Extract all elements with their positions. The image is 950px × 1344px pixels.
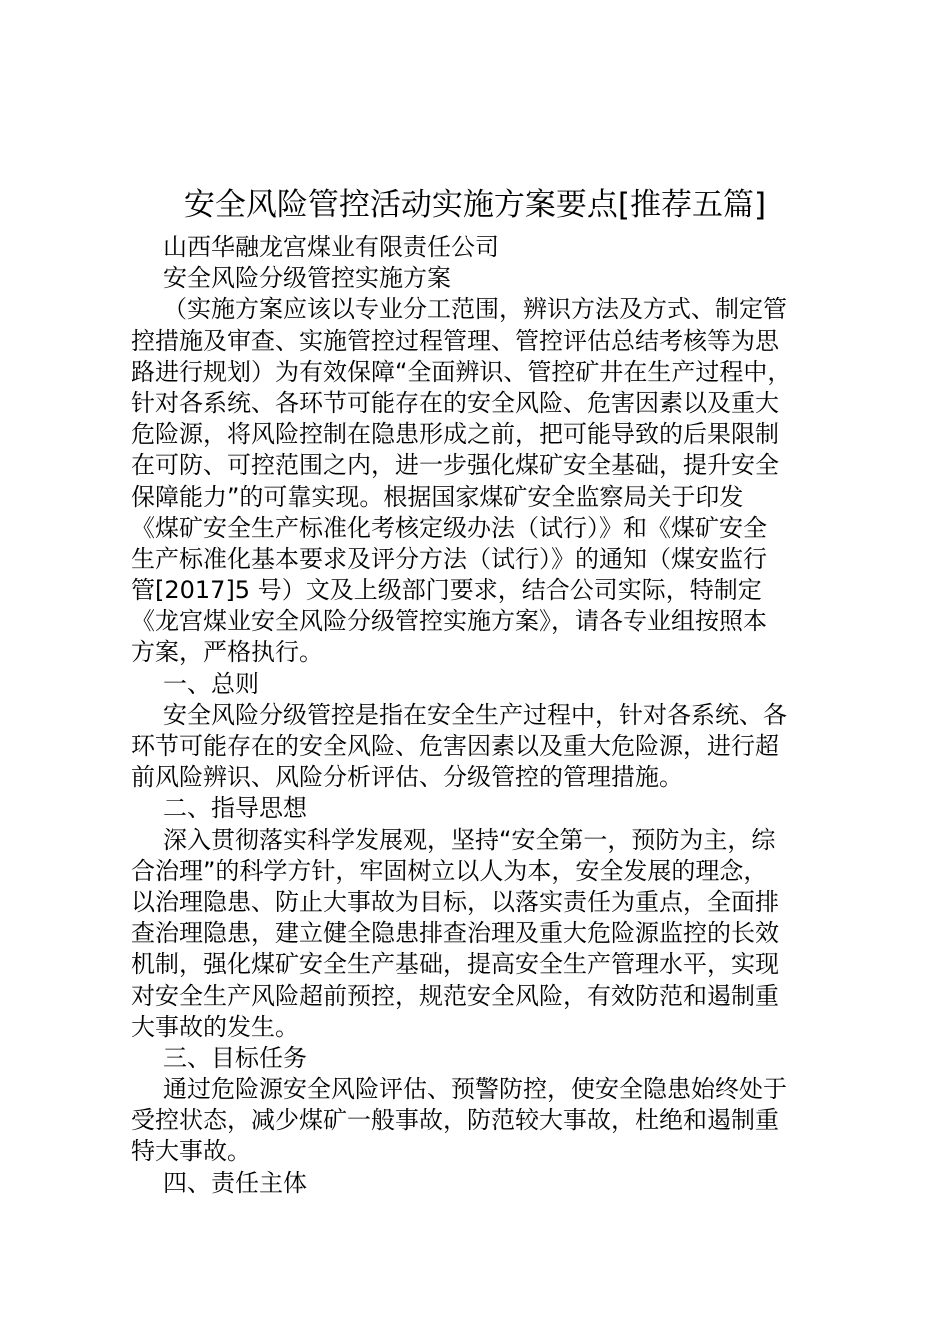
text-line: 危险源，将风险控制在隐患形成之前，把可能导致的后果限制 — [131, 420, 779, 449]
text-line: 针对各系统、各环节可能存在的安全风险、危害因素以及重大 — [131, 388, 779, 417]
text-line: 受控状态，减少煤矿一般事故，防范较大事故，杜绝和遏制重 — [131, 1106, 779, 1135]
text-line: 路进行规划）为有效保障“全面辨识、管控矿井在生产过程中， — [131, 357, 792, 386]
text-line: 二、指导思想 — [163, 794, 307, 823]
text-line: 特大事故。 — [131, 1137, 251, 1166]
text-line: 《龙宫煤业安全风险分级管控实施方案》，请各专业组按照本 — [131, 607, 767, 636]
text-line: 山西华融龙宫煤业有限责任公司 — [163, 233, 499, 261]
document-body — [131, 232, 831, 1199]
text-line: 安全风险分级管控实施方案 — [163, 264, 451, 293]
text-line: 通过危险源安全风险评估、预警防控，使安全隐患始终处于 — [163, 1075, 787, 1104]
text-line: 一、总则 — [163, 669, 259, 698]
text-line: 生产标准化基本要求及评分方法（试行）》的通知（煤安监行 — [131, 544, 767, 573]
text-line: 查治理隐患，建立健全隐患排查治理及重大危险源监控的长效 — [131, 919, 779, 948]
text-line: 在可防、可控范围之内，进一步强化煤矿安全基础，提升安全 — [131, 451, 779, 480]
text-line: 环节可能存在的安全风险、危害因素以及重大危险源，进行超 — [131, 732, 779, 760]
text-line: 控措施及审查、实施管控过程管理、管控评估总结考核等为思 — [131, 326, 779, 355]
document-title: 安全风险管控活动实施方案要点[推荐五篇] — [183, 187, 767, 223]
text-line: 管[2017]5 号）文及上级部门要求，结合公司实际，特制定 — [131, 576, 762, 605]
text-line: 深入贯彻落实科学发展观，坚持“安全第一，预防为主，综 — [163, 825, 776, 854]
text-line: 四、责任主体 — [163, 1168, 307, 1197]
text-line: 以治理隐患、防止大事故为目标，以落实责任为重点，全面排 — [131, 887, 779, 916]
text-line: 三、目标任务 — [163, 1043, 307, 1072]
text-line: 大事故的发生。 — [131, 1012, 299, 1041]
text-line: 《煤矿安全生产标准化考核定级办法（试行）》和《煤矿安全 — [131, 513, 767, 542]
text-line: 机制，强化煤矿安全生产基础，提高安全生产管理水平，实现 — [131, 950, 779, 979]
text-line: 安全风险分级管控是指在安全生产过程中，针对各系统、各 — [163, 700, 787, 729]
text-line: （实施方案应该以专业分工范围，辨识方法及方式、制定管 — [163, 295, 787, 324]
text-line: 前风险辨识、风险分析评估、分级管控的管理措施。 — [131, 763, 683, 792]
text-line: 方案，严格执行。 — [131, 638, 323, 667]
text-line: 保障能力”的可靠实现。根据国家煤矿安全监察局关于印发 — [131, 482, 744, 511]
text-line: 对安全生产风险超前预控，规范安全风险，有效防范和遏制重 — [131, 981, 779, 1010]
text-line: 合治理”的科学方针，牢固树立以人为本，安全发展的理念， — [131, 856, 768, 885]
